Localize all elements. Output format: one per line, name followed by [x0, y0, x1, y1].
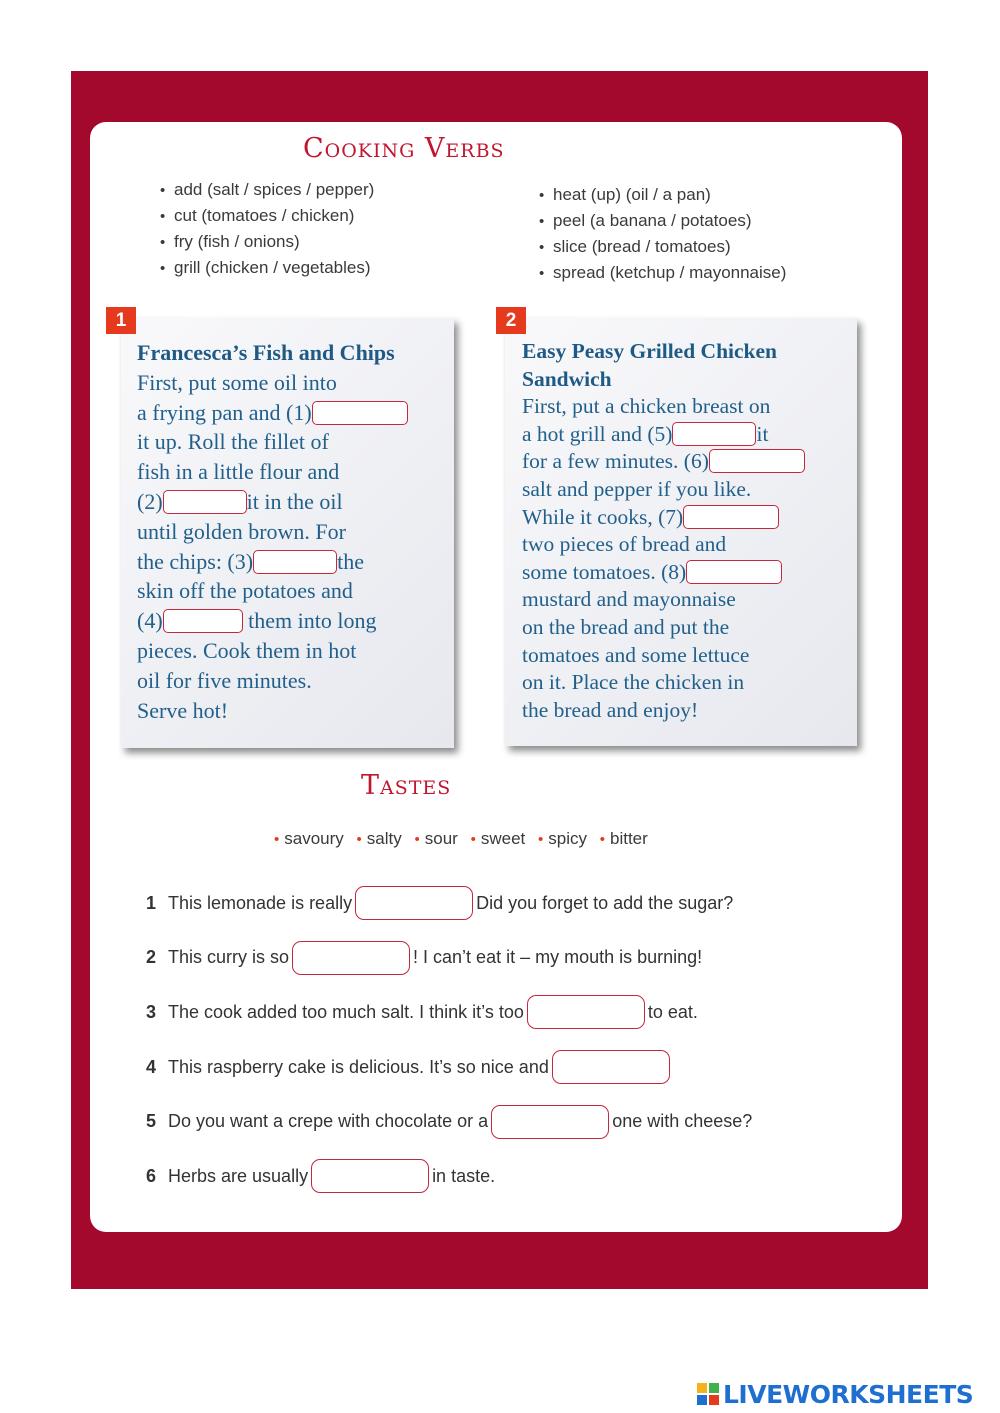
- recipe-line: the bread and enjoy!: [522, 697, 699, 722]
- answer-box-1[interactable]: [312, 401, 408, 425]
- taste-sentences: [146, 876, 752, 1204]
- answer-box-2[interactable]: [163, 490, 247, 514]
- recipe-line: some tomatoes. (8): [522, 559, 805, 587]
- verb-item: • fry (fish / onions): [160, 232, 300, 251]
- taste-answer-box-1[interactable]: [355, 886, 473, 920]
- recipe-line: the chips: (3) the: [137, 548, 364, 574]
- tastes-title: Tastes: [361, 770, 452, 801]
- recipe-line: fish in a little flour and: [137, 459, 340, 485]
- taste-word: salty: [366, 829, 402, 848]
- recipe-line: pieces. Cook them in hot: [137, 637, 357, 663]
- verb-item: • cut (tomatoes / chicken): [160, 206, 355, 225]
- liveworksheets-logo-icon: [697, 1383, 719, 1405]
- taste-word: sour: [424, 829, 458, 848]
- answer-box-4[interactable]: [163, 609, 243, 633]
- recipe-line: a hot grill and (5) it: [522, 421, 769, 446]
- taste-answer-box-2[interactable]: [292, 941, 410, 975]
- recipe-line: First, put a chicken breast on: [522, 394, 771, 419]
- recipe-2-title: Sandwich: [522, 366, 612, 391]
- taste-answer-box-5[interactable]: [491, 1105, 609, 1139]
- recipe-line: (2) it in the oil: [137, 488, 343, 514]
- sentence-item: 2 This curry is so ! I can’t eat it – my mouth is burning!: [146, 931, 752, 986]
- recipe-line: on the bread and put the: [522, 614, 730, 639]
- recipe-2: [522, 338, 805, 724]
- verb-list-left: [160, 177, 374, 281]
- verb-list-right: [539, 182, 786, 286]
- answer-box-6[interactable]: [709, 449, 805, 473]
- recipe-1: [137, 338, 408, 725]
- answer-box-8[interactable]: [686, 560, 782, 584]
- recipe-2-title: Easy Peasy Grilled Chicken: [522, 339, 778, 363]
- sentence-item: 3 The cook added too much salt. I think it’s too to eat.: [146, 985, 752, 1040]
- recipe-line: (4) them into long: [137, 608, 377, 634]
- taste-word: spicy: [548, 829, 587, 848]
- sentence-item: 1 This lemonade is really Did you forget to add the sugar?: [146, 876, 752, 931]
- taste-answer-box-3[interactable]: [527, 995, 645, 1029]
- sentence-item: 6 Herbs are usually in taste.: [146, 1149, 752, 1204]
- taste-word: savoury: [284, 829, 344, 848]
- verb-item: • heat (up) (oil / a pan): [539, 185, 711, 204]
- verb-item: • grill (chicken / vegetables): [160, 258, 371, 277]
- verb-item: • add (salt / spices / pepper): [160, 180, 375, 199]
- verb-item: • slice (bread / tomatoes): [539, 237, 731, 256]
- recipe-line: two pieces of bread and: [522, 532, 727, 557]
- recipe-line: Serve hot!: [137, 697, 229, 723]
- recipe-line: until golden brown. For: [137, 518, 346, 544]
- recipe-line: for a few minutes. (6): [522, 448, 805, 476]
- answer-box-5[interactable]: [672, 422, 756, 446]
- recipe-line: While it cooks, (7): [522, 504, 805, 532]
- verb-item: • peel (a banana / potatoes): [539, 211, 752, 230]
- recipe-line: a frying pan and (1): [137, 398, 408, 428]
- recipe-line: tomatoes and some lettuce: [522, 642, 750, 667]
- answer-box-7[interactable]: [683, 505, 779, 529]
- cooking-verbs-title: Cooking Verbs: [303, 133, 505, 164]
- answer-box-3[interactable]: [253, 550, 337, 574]
- recipe-line: First, put some oil into: [137, 369, 337, 395]
- recipe-line: salt and pepper if you like.: [522, 476, 752, 501]
- recipe-line: mustard and mayonnaise: [522, 587, 736, 612]
- taste-word: sweet: [480, 829, 526, 848]
- taste-word: bitter: [610, 829, 648, 848]
- recipe-line: skin off the potatoes and: [137, 578, 353, 604]
- recipe-line: it up. Roll the fillet of: [137, 429, 329, 455]
- sentence-item: 4 This raspberry cake is delicious. It’s so nice and: [146, 1040, 752, 1095]
- taste-word-bank: • savoury • salty • sour • sweet • spicy • bitter: [274, 829, 648, 848]
- logo-text: LIVEWORKSHEETS: [723, 1379, 974, 1409]
- taste-answer-box-4[interactable]: [552, 1050, 670, 1084]
- liveworksheets-logo: [697, 1379, 973, 1409]
- recipe-number-1: 1: [106, 307, 136, 334]
- recipe-line: oil for five minutes.: [137, 667, 312, 693]
- recipe-line: on it. Place the chicken in: [522, 670, 745, 695]
- verb-item: • spread (ketchup / mayonnaise): [539, 263, 787, 282]
- recipe-1-title: Francesca’s Fish and Chips: [137, 340, 395, 365]
- recipe-number-2: 2: [496, 307, 526, 334]
- sentence-item: 5 Do you want a crepe with chocolate or a one with cheese?: [146, 1094, 752, 1149]
- taste-answer-box-6[interactable]: [311, 1159, 429, 1193]
